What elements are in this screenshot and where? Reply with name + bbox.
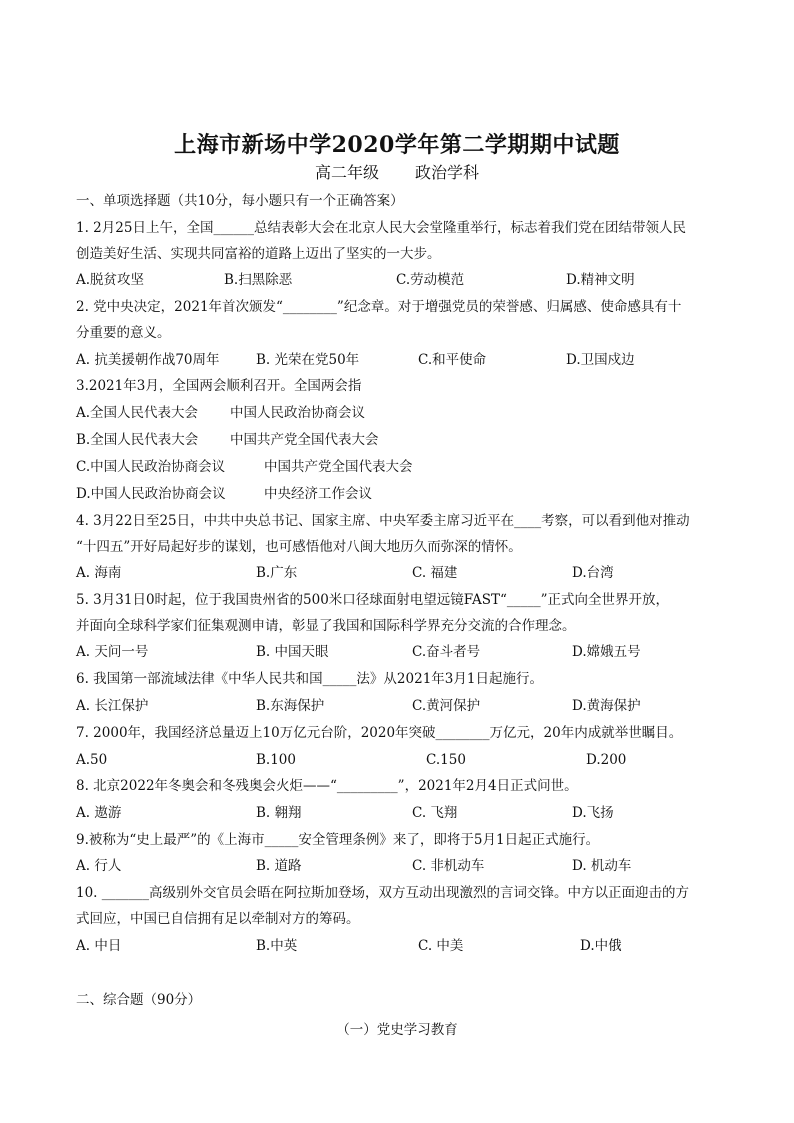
option-d: D.精神文明 (566, 272, 635, 288)
option-d: D.200 (586, 752, 627, 768)
question-4-line-1: 4. 3月22日至25日，中共中央总书记、国家主席、中央军委主席习近平在____考察，可以看到他对推动 (76, 513, 690, 529)
option-d: D.黄海保护 (572, 698, 641, 714)
option-c-first: C.中国人民政治协商会议 (76, 459, 226, 475)
question-3-line-1: 3.2021年3月，全国两会顺利召开。全国两会指 (76, 378, 362, 394)
option-a: A. 遨游 (76, 805, 122, 821)
question-7-options (76, 751, 726, 769)
option-b-second: 中国共产党全国代表大会 (230, 432, 379, 448)
option-a: A. 行人 (76, 858, 122, 874)
option-b: B.东海保护 (256, 698, 325, 714)
question-1-line-1: 1. 2月25日上午，全国______总结表彰大会在北京人民大会堂隆重举行，标志着我们党在团结带领人民 (76, 220, 686, 236)
option-b: B. 中国天眼 (256, 644, 329, 660)
option-a: A.脱贫攻坚 (76, 272, 145, 288)
option-c: C.和平使命 (418, 352, 487, 368)
option-a-second: 中国人民政治协商会议 (230, 405, 365, 421)
option-c: C.黄河保护 (412, 698, 481, 714)
grade-label: 高二年级 (314, 163, 379, 182)
option-a-first: A.全国人民代表大会 (76, 405, 199, 421)
option-d: D.卫国戍边 (566, 352, 635, 368)
option-b: B.广东 (256, 565, 298, 581)
option-a: A. 长江保护 (76, 698, 149, 714)
option-a: A. 天问一号 (76, 644, 149, 660)
question-10-options (76, 937, 726, 955)
option-d: D.飞扬 (572, 805, 614, 821)
option-d-second: 中央经济工作会议 (264, 486, 372, 502)
option-b: B.中英 (256, 938, 298, 954)
subject-label: 政治学科 (415, 163, 480, 182)
option-d: D.台湾 (572, 565, 614, 581)
page-subtitle (0, 160, 794, 183)
option-c: C. 福建 (412, 565, 458, 581)
option-a: A. 海南 (76, 565, 122, 581)
option-a: A.50 (76, 752, 108, 768)
question-6-options (76, 697, 726, 715)
option-b-first: B.全国人民代表大会 (76, 432, 199, 448)
option-b: B.100 (256, 752, 296, 768)
option-d: D. 机动车 (572, 858, 632, 874)
question-10-line-1: 10. _______高级别外交官员会晤在阿拉斯加登场，双方互动出现激烈的言词交锋。中方以正面迎击的方 (76, 885, 690, 901)
section-2-part-title: （一）党史学习教育 (336, 1022, 458, 1038)
option-c: C. 中美 (418, 938, 464, 954)
question-4-line-2: “十四五”开好局起好步的谋划，也可感悟他对八闽大地历久而弥深的情怀。 (76, 539, 522, 555)
question-5-line-1: 5. 3月31日0时起，位于我国贵州省的500米口径球面射电望远镜FAST“_____”正式向全世界开放， (76, 592, 670, 608)
question-7-line-1: 7. 2000年，我国经济总量迈上10万亿元台阶，2020年突破________万亿元，20年内成就举世瞩目。 (76, 725, 683, 741)
question-2-line-1: 2. 党中央决定，2021年首次颁发“________”纪念章。对于增强党员的荣誉感、归属感、使命感具有十 (76, 299, 682, 315)
question-6-line-1: 6. 我国第一部流域法律《中华人民共和国_____法》从2021年3月1日起施行。 (76, 671, 543, 687)
question-1-options (76, 271, 726, 289)
option-b: B. 光荣在党50年 (256, 352, 360, 368)
question-8-options (76, 804, 726, 822)
question-5-options (76, 643, 726, 661)
section-2-heading: 二、综合题（90分） (76, 992, 202, 1008)
option-c: C.奋斗者号 (412, 644, 481, 660)
question-2-options (76, 351, 726, 369)
option-d: D.中俄 (580, 938, 622, 954)
option-c: C. 非机动车 (412, 858, 485, 874)
option-b: B. 翱翔 (256, 805, 302, 821)
option-c-second: 中国共产党全国代表大会 (264, 459, 413, 475)
question-8-line-1: 8. 北京2022年冬奥会和冬残奥会火炬——“_________”，2021年2月4日正式问世。 (76, 778, 578, 794)
question-2-line-2: 分重要的意义。 (76, 325, 171, 341)
option-c: C. 飞翔 (412, 805, 458, 821)
option-c: C.劳动模范 (396, 272, 465, 288)
option-d: D.嫦娥五号 (572, 644, 641, 660)
question-10-line-2: 式回应，中国已自信拥有足以牵制对方的筹码。 (76, 911, 360, 927)
option-a: A. 中日 (76, 938, 122, 954)
question-9-options (76, 857, 726, 875)
page-title: 上海市新场中学2020学年第二学期期中试题 (174, 132, 620, 158)
section-1-heading: 一、单项选择题（共10分，每小题只有一个正确答案） (76, 193, 404, 209)
option-d-first: D.中国人民政治协商会议 (76, 486, 226, 502)
question-4-options (76, 564, 726, 582)
option-a: A. 抗美援朝作战70周年 (76, 352, 220, 368)
question-1-line-2: 创造美好生活、实现共同富裕的道路上迈出了坚实的一大步。 (76, 246, 441, 262)
option-c: C.150 (426, 752, 466, 768)
question-5-line-2: 并面向全球科学家们征集观测申请，彰显了我国和国际科学界充分交流的合作理念。 (76, 618, 576, 634)
option-b: B. 道路 (256, 858, 302, 874)
question-9-line-1: 9.被称为“史上最严”的《上海市_____安全管理条例》来了，即将于5月1日起正式施行。 (76, 832, 600, 848)
option-b: B.扫黑除恶 (224, 272, 293, 288)
